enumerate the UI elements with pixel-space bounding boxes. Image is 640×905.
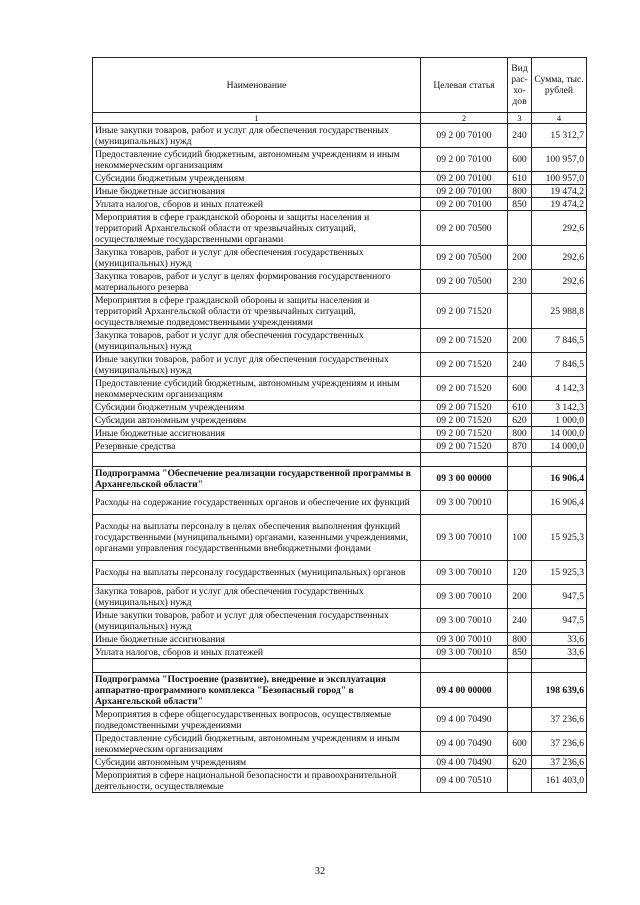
row-name: Субсидии автономным учреждениям (93, 414, 421, 427)
row-type: 620 (508, 414, 532, 427)
row-code: 09 4 00 00000 (421, 673, 508, 708)
table-row (93, 427, 587, 440)
subprogram-row (93, 673, 587, 708)
row-type (508, 491, 532, 515)
table-row (93, 515, 587, 561)
row-sum: 14 000,0 (532, 440, 587, 453)
row-code: 09 3 00 70010 (421, 609, 508, 633)
row-name: Мероприятия в сфере общегосударственных вопросов, осуществляемые подведомственными учреждениями (93, 708, 421, 732)
row-type: 100 (508, 515, 532, 561)
row-type: 600 (508, 732, 532, 756)
row-code: 09 3 00 70010 (421, 633, 508, 646)
row-code: 09 2 00 71520 (421, 294, 508, 329)
row-name: Уплата налогов, сборов и иных платежей (93, 646, 421, 659)
table-row (93, 561, 587, 585)
row-name: Подпрограмма "Построение (развитие), внедрение и эксплуатация аппаратно-программного комплекса "Безопасный город" в Архангельской области" (93, 673, 421, 708)
row-sum: 947,5 (532, 609, 587, 633)
row-sum: 16 906,4 (532, 467, 587, 491)
row-code: 09 3 00 70010 (421, 515, 508, 561)
row-sum: 4 142,3 (532, 377, 587, 401)
row-type (508, 673, 532, 708)
row-name: Иные бюджетные ассигнования (93, 185, 421, 198)
row-type: 800 (508, 633, 532, 646)
row-code: 09 3 00 70010 (421, 561, 508, 585)
row-name: Иные бюджетные ассигнования (93, 427, 421, 440)
row-sum: 37 236,6 (532, 756, 587, 769)
row-type: 240 (508, 609, 532, 633)
table-row (93, 377, 587, 401)
row-code: 09 2 00 71520 (421, 440, 508, 453)
row-sum: 7 846,5 (532, 329, 587, 353)
column-number-row (93, 113, 587, 124)
table-row (93, 633, 587, 646)
row-name: Мероприятия в сфере гражданской обороны и защиты населения и территорий Архангельской области от чрезвычайных ситуаций, осуществляемые государственными органами (93, 211, 421, 246)
row-code: 09 4 00 70490 (421, 732, 508, 756)
row-type: 200 (508, 585, 532, 609)
table-row (93, 491, 587, 515)
column-number: 4 (532, 113, 587, 124)
row-type: 230 (508, 270, 532, 294)
header-sum: Сумма, тыс. рублей (532, 58, 587, 113)
row-sum: 25 988,8 (532, 294, 587, 329)
row-code: 09 4 00 70490 (421, 708, 508, 732)
row-type: 120 (508, 561, 532, 585)
budget-table (92, 57, 587, 793)
table-row (93, 329, 587, 353)
table-row (93, 185, 587, 198)
row-code: 09 2 00 70500 (421, 270, 508, 294)
row-name: Субсидии бюджетным учреждениям (93, 172, 421, 185)
row-sum: 947,5 (532, 585, 587, 609)
row-name: Расходы на выплаты персоналу государственных (муниципальных) органов (93, 561, 421, 585)
header-code: Целевая статья (421, 58, 508, 113)
row-name: Мероприятия в сфере национальной безопасности и правоохранительной деятельности, осуществляемые (93, 769, 421, 793)
row-sum: 15 925,3 (532, 515, 587, 561)
row-type: 620 (508, 756, 532, 769)
table-row (93, 440, 587, 453)
row-sum: 16 906,4 (532, 491, 587, 515)
table-row (93, 148, 587, 172)
row-name: Уплата налогов, сборов и иных платежей (93, 198, 421, 211)
row-code: 09 2 00 71520 (421, 414, 508, 427)
row-type: 240 (508, 353, 532, 377)
row-type (508, 769, 532, 793)
row-type: 200 (508, 329, 532, 353)
table-row (93, 211, 587, 246)
row-name: Иные закупки товаров, работ и услуг для обеспечения государственных (муниципальных) нужд (93, 124, 421, 148)
row-type: 200 (508, 246, 532, 270)
row-code: 09 2 00 70100 (421, 124, 508, 148)
table-row (93, 353, 587, 377)
row-type: 850 (508, 646, 532, 659)
table-row (93, 124, 587, 148)
row-type: 610 (508, 172, 532, 185)
header-type: Вид рас-хо-дов (508, 58, 532, 113)
row-sum: 292,6 (532, 211, 587, 246)
row-code: 09 2 00 70100 (421, 185, 508, 198)
row-type: 800 (508, 185, 532, 198)
row-code: 09 2 00 70500 (421, 246, 508, 270)
row-code: 09 3 00 70010 (421, 585, 508, 609)
table-row (93, 756, 587, 769)
row-sum: 15 312,7 (532, 124, 587, 148)
row-sum: 33,6 (532, 633, 587, 646)
table-row (93, 172, 587, 185)
row-sum: 3 142,3 (532, 401, 587, 414)
row-name: Иные бюджетные ассигнования (93, 633, 421, 646)
row-code: 09 2 00 71520 (421, 353, 508, 377)
row-sum: 292,6 (532, 270, 587, 294)
column-number: 2 (421, 113, 508, 124)
row-sum: 161 403,0 (532, 769, 587, 793)
page-number: 32 (314, 866, 326, 877)
row-name: Предоставление субсидий бюджетным, автономным учреждениям и иным некоммерческим организациям (93, 377, 421, 401)
row-name: Закупка товаров, работ и услуг для обеспечения государственных (муниципальных) нужд (93, 585, 421, 609)
row-type: 600 (508, 377, 532, 401)
row-code: 09 2 00 70100 (421, 198, 508, 211)
header-name: Наименование (93, 58, 421, 113)
row-code: 09 2 00 70100 (421, 148, 508, 172)
row-name: Закупка товаров, работ и услуг для обеспечения государственных (муниципальных) нужд (93, 329, 421, 353)
row-type: 600 (508, 148, 532, 172)
row-name: Субсидии бюджетным учреждениям (93, 401, 421, 414)
row-code: 09 2 00 71520 (421, 401, 508, 414)
column-number: 1 (93, 113, 421, 124)
row-type: 610 (508, 401, 532, 414)
row-sum: 7 846,5 (532, 353, 587, 377)
column-number: 3 (508, 113, 532, 124)
spacer-row (93, 659, 587, 673)
row-code: 09 4 00 70490 (421, 756, 508, 769)
row-sum: 19 474,2 (532, 198, 587, 211)
table-row (93, 414, 587, 427)
table-row (93, 401, 587, 414)
row-sum: 198 639,6 (532, 673, 587, 708)
row-code: 09 2 00 70500 (421, 211, 508, 246)
table-row (93, 585, 587, 609)
table-row (93, 609, 587, 633)
row-code: 09 4 00 70510 (421, 769, 508, 793)
row-name: Закупка товаров, работ и услуг для обеспечения государственных (муниципальных) нужд (93, 246, 421, 270)
row-type (508, 211, 532, 246)
table-row (93, 246, 587, 270)
row-code: 09 2 00 70100 (421, 172, 508, 185)
row-sum: 14 000,0 (532, 427, 587, 440)
row-sum: 100 957,0 (532, 148, 587, 172)
table-row (93, 294, 587, 329)
table-row (93, 198, 587, 211)
table-row (93, 708, 587, 732)
row-code: 09 2 00 71520 (421, 329, 508, 353)
row-code: 09 3 00 70010 (421, 491, 508, 515)
row-name: Расходы на содержание государственных органов и обеспечение их функций (93, 491, 421, 515)
row-code: 09 2 00 71520 (421, 377, 508, 401)
row-type: 240 (508, 124, 532, 148)
row-type (508, 294, 532, 329)
row-type (508, 467, 532, 491)
row-code: 09 3 00 70010 (421, 646, 508, 659)
row-name: Предоставление субсидий бюджетным, автономным учреждениям и иным некоммерческим организациям (93, 148, 421, 172)
row-name: Подпрограмма "Обеспечение реализации государственной программы в Архангельской области" (93, 467, 421, 491)
row-sum: 292,6 (532, 246, 587, 270)
row-sum: 1 000,0 (532, 414, 587, 427)
table-row (93, 646, 587, 659)
row-type (508, 708, 532, 732)
row-sum: 33,6 (532, 646, 587, 659)
row-name: Иные закупки товаров, работ и услуг для обеспечения государственных (муниципальных) нужд (93, 609, 421, 633)
row-name: Предоставление субсидий бюджетным, автономным учреждениям и иным некоммерческим организациям (93, 732, 421, 756)
row-type: 870 (508, 440, 532, 453)
table-row (93, 769, 587, 793)
row-code: 09 2 00 71520 (421, 427, 508, 440)
table-row (93, 732, 587, 756)
row-sum: 37 236,6 (532, 732, 587, 756)
row-name: Мероприятия в сфере гражданской обороны и защиты населения и территорий Архангельской области от чрезвычайных ситуаций, осуществляемые подведомственными учреждениями (93, 294, 421, 329)
spacer-row (93, 453, 587, 467)
row-sum: 19 474,2 (532, 185, 587, 198)
row-code: 09 3 00 00000 (421, 467, 508, 491)
subprogram-row (93, 467, 587, 491)
row-name: Закупка товаров, работ и услуг в целях формирования государственного материального резерва (93, 270, 421, 294)
row-type: 800 (508, 427, 532, 440)
row-sum: 100 957,0 (532, 172, 587, 185)
row-type: 850 (508, 198, 532, 211)
row-sum: 37 236,6 (532, 708, 587, 732)
table-row (93, 270, 587, 294)
row-sum: 15 925,3 (532, 561, 587, 585)
row-name: Субсидии автономным учреждениям (93, 756, 421, 769)
row-name: Расходы на выплаты персоналу в целях обеспечения выполнения функций государственными (муниципальными) органами, казенными учреждениями, органами управления государственными внебюджетными фондами (93, 515, 421, 561)
table-header-row (93, 58, 587, 113)
row-name: Иные закупки товаров, работ и услуг для обеспечения государственных (муниципальных) нужд (93, 353, 421, 377)
row-name: Резервные средства (93, 440, 421, 453)
